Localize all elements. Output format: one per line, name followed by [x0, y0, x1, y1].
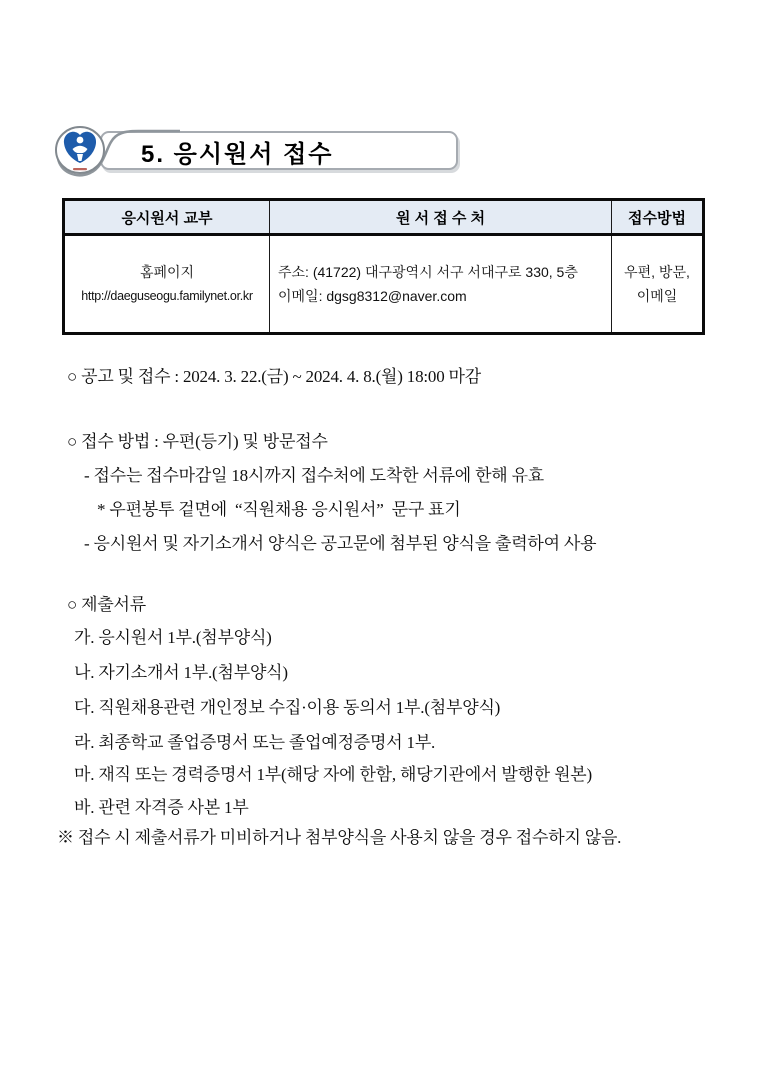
- line-required-documents-title: ○ 제출서류: [67, 595, 147, 614]
- line-doc-career-certificate: 마. 재직 또는 경력증명서 1부(해당 자에 한함, 해당기관에서 발행한 원본): [74, 765, 592, 784]
- line-doc-license-copy: 바. 관련 자격증 사본 1부: [74, 798, 249, 817]
- section-title: 5. 응시원서 접수: [141, 141, 334, 168]
- application-info-table: [62, 198, 705, 335]
- table-header-row: [64, 200, 704, 235]
- method-line-1: 우편, 방문,: [624, 264, 690, 280]
- cell-method: [612, 235, 704, 334]
- col-header-distribution: 응시원서 교부: [64, 200, 270, 235]
- cell-distribution: [64, 235, 270, 334]
- line-doc-application-form: 가. 응시원서 1부.(첨부양식): [74, 628, 272, 647]
- col-header-method: 접수방법: [612, 200, 704, 235]
- line-doc-privacy-consent: 다. 직원채용관련 개인정보 수집·이용 동의서 1부.(첨부양식): [74, 698, 501, 717]
- cell-reception: [270, 235, 612, 334]
- col-header-reception: 원 서 접 수 처: [270, 200, 612, 235]
- method-line-2: 이메일: [636, 288, 678, 304]
- table-row: [64, 235, 704, 334]
- homepage-url: http://daeguseogu.familynet.or.kr: [81, 289, 253, 303]
- distribution-label: 홈페이지: [139, 264, 195, 280]
- line-announcement-period: ○ 공고 및 접수 : 2024. 3. 22.(금) ~ 2024. 4. 8.(월) 18:00 마감: [67, 367, 482, 386]
- line-deadline-validity: - 접수는 접수마감일 18시까지 접수처에 도착한 서류에 한해 유효: [84, 466, 545, 485]
- line-doc-graduation-certificate: 라. 최종학교 졸업증명서 또는 졸업예정증명서 1부.: [74, 733, 436, 752]
- line-envelope-marking: * 우편봉투 겉면에 “직원채용 응시원서” 문구 표기: [97, 500, 461, 519]
- line-use-attached-form: - 응시원서 및 자기소개서 양식은 공고문에 첨부된 양식을 출력하여 사용: [84, 534, 597, 553]
- reception-email: 이메일: dgsg8312@naver.com: [278, 288, 467, 304]
- reception-address: 주소: (41722) 대구광역시 서구 서대구로 330, 5층: [278, 264, 578, 280]
- line-submission-method: ○ 접수 방법 : 우편(등기) 및 방문접수: [67, 432, 328, 451]
- line-doc-self-introduction: 나. 자기소개서 1부.(첨부양식): [74, 663, 288, 682]
- line-rejection-note: ※ 접수 시 제출서류가 미비하거나 첨부양식을 사용치 않을 경우 접수하지 않음.: [57, 828, 622, 847]
